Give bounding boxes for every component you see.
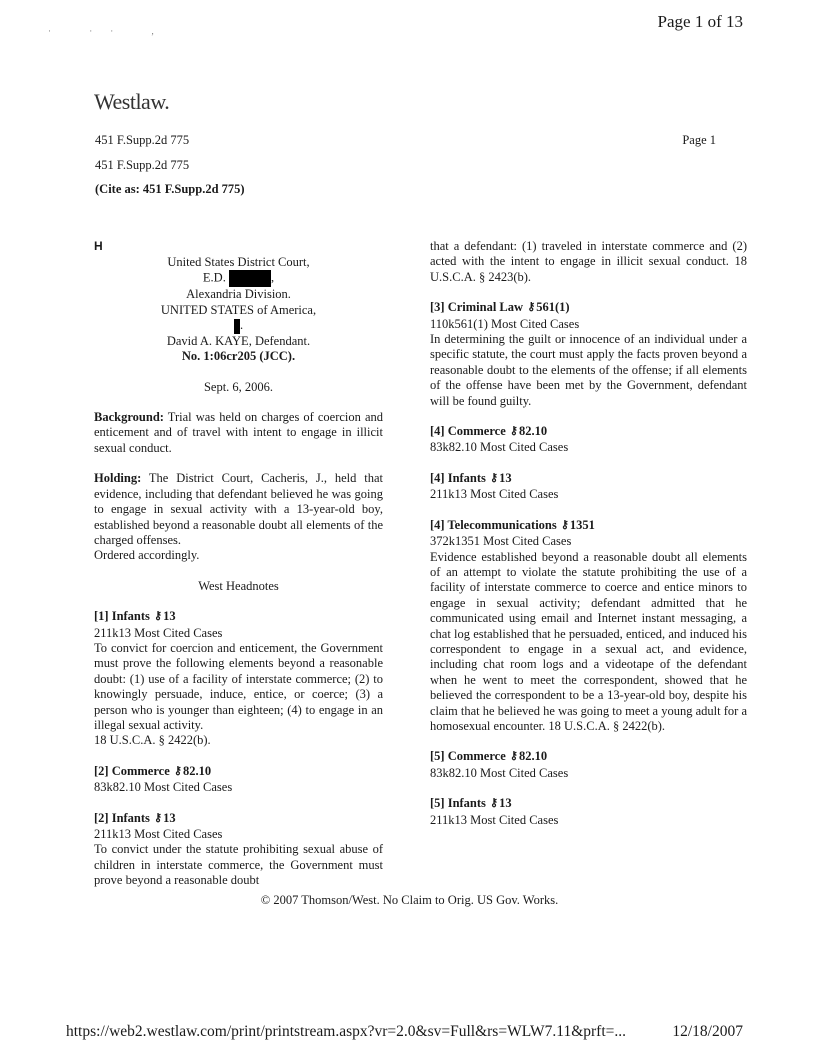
division-name: Alexandria Division. <box>186 287 291 302</box>
headnote-label[interactable]: [4] Infants <box>430 470 486 485</box>
court-name: United States District Court, <box>167 255 310 269</box>
print-date: 12/18/2007 <box>672 1023 743 1040</box>
key-number-icon: ⚷ <box>490 797 499 810</box>
key-number-icon: ⚷ <box>154 610 163 623</box>
key-number[interactable]: 82.10 <box>518 749 548 764</box>
page-label: Page 1 <box>682 133 716 147</box>
most-cited-link[interactable]: 211k13 Most Cited Cases <box>94 827 223 841</box>
copyright-footer: © 2007 Thomson/West. No Claim to Orig. US Gov. Works. <box>260 893 559 907</box>
key-number-icon: ⚷ <box>173 764 182 777</box>
district-suffix: , <box>270 270 275 285</box>
headnote-label[interactable]: [2] Commerce <box>94 763 170 778</box>
headnote <box>94 764 383 796</box>
westlaw-logo: Westlaw. <box>94 89 170 114</box>
headnote-label[interactable]: [5] Infants <box>430 796 486 811</box>
key-number[interactable]: 82.10 <box>518 424 548 439</box>
district-prefix: E.D. <box>202 270 226 285</box>
headnote-label[interactable]: [4] Telecommunications <box>430 517 557 532</box>
citation-line-1: 451 F.Supp.2d 775 <box>95 133 190 147</box>
headnote <box>430 518 747 735</box>
background-paragraph <box>94 410 383 456</box>
redaction-bar <box>229 270 271 287</box>
headnote <box>430 749 747 781</box>
scan-artifact: · ·· , <box>48 26 172 36</box>
most-cited-link[interactable]: 83k82.10 Most Cited Cases <box>430 440 569 455</box>
most-cited-link[interactable]: 83k82.10 Most Cited Cases <box>94 780 233 795</box>
background-text: Trial was held on charges of coercion and enticement and of travel with intent to engage in illicit sexual conduct. <box>94 410 383 455</box>
key-number[interactable]: 82.10 <box>182 763 212 778</box>
h-flag-icon: H <box>94 239 103 253</box>
key-number[interactable]: 13 <box>163 810 176 825</box>
headnote-label[interactable]: [2] Infants <box>94 810 150 825</box>
key-number-icon: ⚷ <box>560 518 569 531</box>
plaintiff-name: UNITED STATES of America, <box>160 302 317 317</box>
continued-text: that a defendant: (1) traveled in interstate commerce and (2) acted with the intent to engage in illicit sexual conduct. 18 U.S.C.A. § 2423(b). <box>430 239 747 284</box>
headnote-label[interactable]: [5] Commerce <box>430 749 506 764</box>
print-url[interactable]: https://web2.westlaw.com/print/printstream.aspx?vr=2.0&sv=Full&rs=WLW7.11&prft=... <box>66 1023 627 1040</box>
left-column <box>94 255 383 889</box>
key-number[interactable]: 13 <box>499 470 512 485</box>
docket-number: No. 1:06cr205 (JCC). <box>181 349 296 364</box>
key-number-icon: ⚷ <box>527 301 536 314</box>
most-cited-link[interactable]: 211k13 Most Cited Cases <box>430 487 559 502</box>
headnote-label[interactable]: [1] Infants <box>94 609 150 624</box>
key-number-icon: ⚷ <box>509 750 518 763</box>
key-number[interactable]: 561(1) <box>536 300 570 315</box>
key-number[interactable]: 13 <box>163 609 176 624</box>
versus-line <box>94 318 383 334</box>
headnote <box>94 609 383 749</box>
citation-line-2: 451 F.Supp.2d 775 <box>95 158 190 172</box>
versus-suffix: . <box>239 318 244 333</box>
headnote-text: In determining the guilt or innocence of an individual under a specific statute, the court must apply the facts proven beyond a reasonable doubt to the elements of the offense; if all elements of the offense have been met by the Government, defendant will be found guilty. <box>430 332 747 408</box>
background-label: Background: <box>94 410 164 425</box>
headnote <box>430 424 747 456</box>
statute-citation: 18 U.S.C.A. § 2422(b). <box>94 733 211 748</box>
most-cited-link[interactable]: 110k561(1) Most Cited Cases <box>430 316 580 331</box>
holding-paragraph <box>94 471 383 548</box>
headnote-text: Evidence established beyond a reasonable doubt all elements of an attempt to violate the statute prohibiting the use of a facility of interstate commerce to coerce and entice minors to engage in sexual activity; defendant admitted that he communicated using email and Internet instant messaging, a chat log established that he persuaded, enticed, and induced his correspondent to engage in a sexual act, and evidence, including chat room logs and a videotape of the defendant when he went to meet the correspondent, showed that he believed the correspondent to be a 13-year-old boy, despite his claim that he believed he was going to meet a young adult for a homosexual encounter. 18 U.S.C.A. § 2422(b). <box>430 549 747 733</box>
key-number[interactable]: 13 <box>499 796 512 811</box>
decision-date: Sept. 6, 2006. <box>203 379 274 394</box>
headnotes-title: West Headnotes <box>198 578 279 593</box>
most-cited-link[interactable]: 83k82.10 Most Cited Cases <box>430 765 569 780</box>
headnote <box>430 300 747 409</box>
defendant-name: David A. KAYE, Defendant. <box>166 333 311 348</box>
key-number-icon: ⚷ <box>154 811 163 824</box>
most-cited-link[interactable]: 211k13 Most Cited Cases <box>94 625 223 640</box>
most-cited-link[interactable]: 211k13 Most Cited Cases <box>430 812 559 827</box>
key-number-icon: ⚷ <box>509 425 518 438</box>
page-count: Page 1 of 13 <box>657 12 743 31</box>
headnote-text: To convict for coercion and enticement, the Government must prove the following elements beyond a reasonable doubt: (1) use of a facility of interstate commerce; (2) to knowingly persuade, induce, entice, or coerce; (3) a person who is younger than eighteen; (4) to engage in an illegal sexual activity. <box>94 640 383 732</box>
holding-text: The District Court, Cacheris, J., held that evidence, including that defendant believed he was going to engage in sexual activity with a 13-year-old boy, established beyond a reasonable doubt all elements of the charged offenses. <box>94 471 383 547</box>
headnote-label[interactable]: [3] Criminal Law <box>430 300 524 315</box>
headnote-text: To convict under the statute prohibiting sexual abuse of children in interstate commerce, the Government must prove beyond a reasonable doubt <box>94 842 383 888</box>
key-number-icon: ⚷ <box>490 471 499 484</box>
holding-label: Holding: <box>94 471 142 486</box>
headnote <box>430 471 747 503</box>
headnote <box>430 796 747 828</box>
headnote-label[interactable]: [4] Commerce <box>430 424 506 439</box>
key-number[interactable]: 1351 <box>569 517 595 532</box>
most-cited-link[interactable]: 372k1351 Most Cited Cases <box>430 534 572 549</box>
district-line <box>94 270 383 287</box>
right-column <box>430 239 747 828</box>
headnote <box>94 811 383 889</box>
ordered-line: Ordered accordingly. <box>94 548 200 563</box>
cite-as-line: (Cite as: 451 F.Supp.2d 775) <box>95 182 245 196</box>
